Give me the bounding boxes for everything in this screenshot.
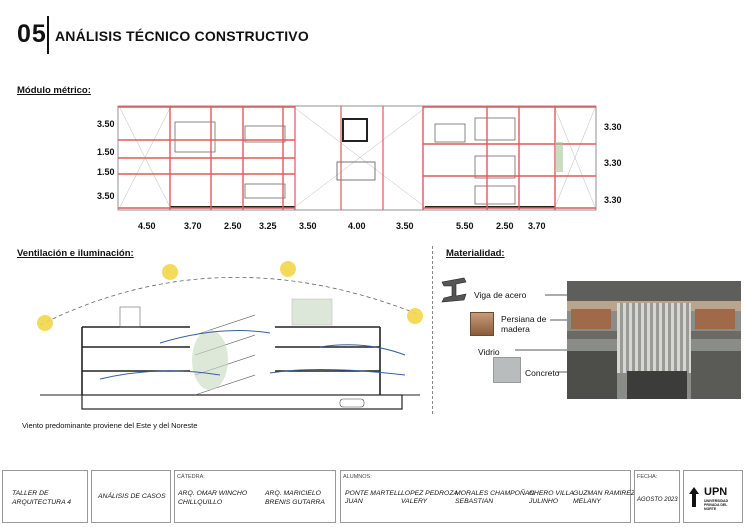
width-dimension: 3.50 — [396, 221, 414, 231]
upn-logo-icon — [688, 486, 700, 508]
sun-icon — [162, 264, 178, 280]
catedra-label: CÁTEDRA: — [177, 474, 205, 480]
student-name: JULINHO — [529, 498, 559, 505]
student-name: PONTE MARTELL — [345, 490, 402, 497]
course-line2: ARQUITECTURA 4 — [12, 499, 72, 506]
material-label: Concreto — [525, 368, 560, 378]
width-dimension: 2.50 — [496, 221, 514, 231]
title-block — [0, 468, 745, 527]
ventilacion-title: Ventilación e iluminación: — [17, 248, 134, 259]
height-dimension: 1.50 — [97, 147, 115, 157]
width-dimension: 4.00 — [348, 221, 366, 231]
student-name: MORALES CHAMPOÑAN — [455, 490, 535, 497]
student-name: GUZMAN RAMIREZ — [573, 490, 635, 497]
sun-icon — [37, 315, 53, 331]
teacher1-line1: ARQ. OMAR WINCHO — [178, 490, 248, 497]
sheet-title: ANÁLISIS TÉCNICO CONSTRUCTIVO — [55, 28, 309, 44]
material-label: Viga de acero — [474, 290, 527, 300]
sun-icon — [280, 261, 296, 277]
student-name: SEBASTIAN — [455, 498, 494, 505]
course-line1: TALLER DE — [12, 490, 49, 497]
width-dimension: 5.50 — [456, 221, 474, 231]
height-dimension: 3.30 — [604, 195, 622, 205]
height-dimension: 1.50 — [97, 167, 115, 177]
student-name: LOPEZ PEDROZA — [401, 490, 459, 497]
width-dimension: 3.50 — [299, 221, 317, 231]
width-dimension: 3.70 — [528, 221, 546, 231]
student-name: JUAN — [345, 498, 363, 505]
modulo-metrico-title: Módulo métrico: — [17, 85, 91, 96]
car-icon — [340, 399, 364, 407]
teacher2-line1: ARQ. MARICIELO — [265, 490, 321, 497]
date: AGOSTO 2023 — [637, 497, 678, 503]
teacher2-line2: BRENIS GUTARRA — [265, 499, 325, 506]
width-dimension: 3.70 — [184, 221, 202, 231]
logo-subtext: UNIVERSIDAD PRIVADA DEL NORTE — [704, 499, 729, 511]
height-dimension: 3.50 — [97, 191, 115, 201]
width-dimension: 3.25 — [259, 221, 277, 231]
materialidad-title: Materialidad: — [446, 248, 505, 259]
width-dimension: 2.50 — [224, 221, 242, 231]
sun-icon — [407, 308, 423, 324]
wind-caption: Viento predominante proviene del Este y del Noreste — [22, 421, 198, 430]
wood-blind-swatch — [470, 312, 494, 336]
ventilation-section-drawing — [20, 255, 440, 415]
student-name: VALERY — [401, 498, 428, 505]
fecha-label: FECHA: — [637, 474, 658, 480]
alumnos-label: ALUMNOS: — [343, 474, 372, 480]
student-name: CHERO VILLA — [529, 490, 574, 497]
student-name: MELANY — [573, 498, 601, 505]
height-dimension: 3.30 — [604, 158, 622, 168]
material-label: Vidrio — [478, 347, 500, 357]
section-divider — [432, 246, 433, 414]
building-photo — [567, 281, 741, 399]
height-dimension: 3.30 — [604, 122, 622, 132]
logo-text: UPN — [704, 486, 728, 498]
height-dimension: 3.50 — [97, 119, 115, 129]
modular-grid-section-drawing — [115, 102, 600, 214]
teacher1-line2: CHILLQUILLO — [178, 499, 223, 506]
material-label: Persiana de madera — [501, 314, 547, 334]
topic: ANÁLISIS DE CASOS — [98, 493, 166, 500]
width-dimension: 4.50 — [138, 221, 156, 231]
steel-beam-swatch — [440, 276, 468, 304]
sheet-number: 05 — [17, 20, 47, 48]
header-divider — [47, 16, 49, 54]
